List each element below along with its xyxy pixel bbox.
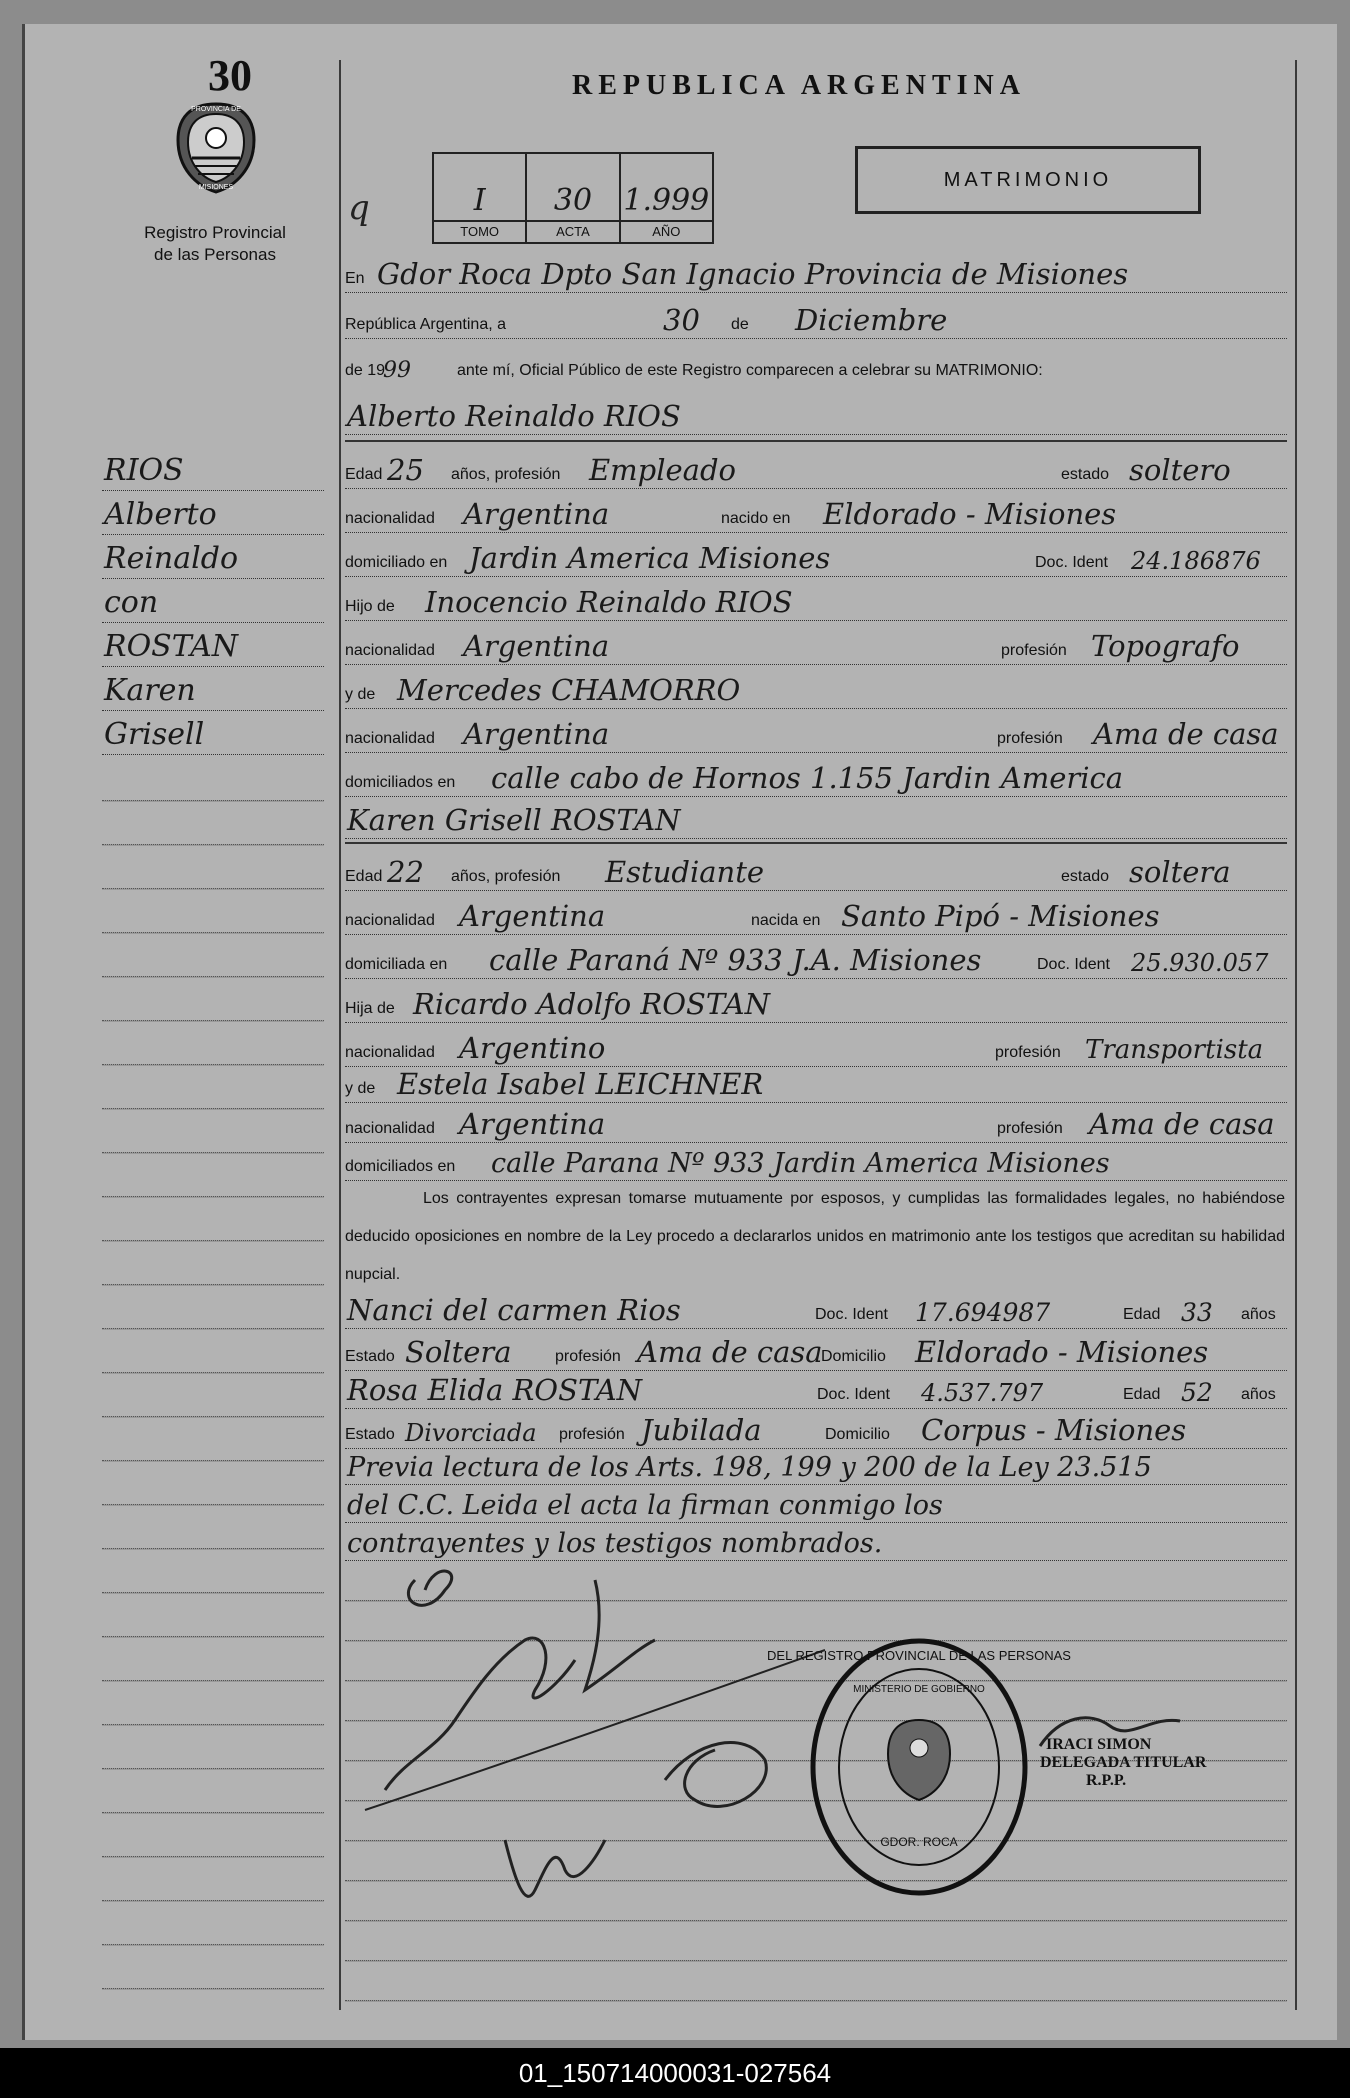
year-value: 99 [383,358,411,383]
tomo-label: TOMO [434,220,525,242]
bride-domicilio: calle Paraná Nº 933 J.A. Misiones [489,943,982,977]
bride-divider [345,842,1287,844]
groom-estado-label: estado [1061,466,1110,483]
margin-blank-line [102,888,324,890]
acta-label: ACTA [527,220,618,242]
closing-text-1: Previa lectura de los Arts. 198, 199 y 200 de la Ley 23.515 [347,1452,1152,1483]
bride-padres-dom-label: domiciliados en [345,1158,456,1175]
signatures-icon [365,1540,825,1930]
margin-blank-line [102,1240,324,1242]
bride-padre-nac-label: nacionalidad [345,1044,435,1061]
closing-text-2: del C.C. Leida el acta la firman conmigo los [347,1490,943,1521]
groom-edad-row [345,450,1287,489]
bride-dom-label: domiciliada en [345,956,448,973]
bride-profesion: Estudiante [605,855,765,889]
day-value: 30 [663,303,700,337]
margin-blank-line [102,844,324,846]
groom-padre: Inocencio Reinaldo RIOS [425,585,793,619]
groom-doc-label: Doc. Ident [1035,554,1108,571]
declaration-text [345,1180,1285,1294]
en-label: En [345,270,365,287]
bride-padre-label: Hija de [345,1000,395,1017]
acta-value: 30 [553,183,593,218]
republica-label: República Argentina, a [345,316,506,333]
witness-1-dom: Eldorado - Misiones [915,1335,1209,1369]
record-type-box: MATRIMONIO [855,146,1201,214]
witness-2-estado-label: Estado [345,1426,395,1443]
bride-madre: Estela Isabel LEICHNER [397,1067,764,1101]
witness-1-estado: Soltera [405,1335,512,1369]
margin-blank-line [102,1372,324,1374]
seal-bottom-text: GDOR. ROCA [880,1835,958,1849]
groom-edad-label: Edad [345,466,383,483]
closing-text-3: contrayentes y los testigos nombrados. [347,1528,883,1559]
groom-nacionalidad: Argentina [463,497,610,531]
officer-name: IRACI SIMON [1046,1736,1152,1753]
witness-1-edad-label: Edad [1123,1306,1161,1323]
groom-anos-label: años, profesión [451,466,561,483]
witness-2-prof: Jubilada [641,1413,762,1447]
groom-name-row [345,396,1287,435]
witness-1-prof: Ama de casa [637,1335,823,1369]
groom-name: Alberto Reinaldo RIOS [347,399,681,433]
year-prefix: de 19 [345,362,386,379]
margin-name-1: RIOS [102,448,324,491]
groom-madre-nac-label: nacionalidad [345,730,435,747]
bride-estado: soltera [1129,855,1231,889]
bride-name-row [345,800,1287,839]
groom-padre-prof: Topografo [1091,629,1240,663]
margin-mark: q [348,188,370,228]
margin-blank-line [102,1328,324,1330]
witness-2-doc-label: Doc. Ident [817,1386,890,1403]
date-row [345,300,1287,339]
seal-inner-text: MINISTERIO DE GOBIERNO [853,1684,985,1695]
groom-padre-row [345,582,1287,621]
groom-padre-prof-label: profesión [1001,642,1067,659]
witness-1-edad: 33 [1181,1298,1213,1327]
groom-padre-label: Hijo de [345,598,395,615]
witness-1-prof-label: profesión [555,1348,621,1365]
groom-madre: Mercedes CHAMORRO [397,673,741,707]
bride-madre-row [345,1064,1287,1103]
groom-padres-dom: calle cabo de Hornos 1.155 Jardin America [491,761,1124,795]
witness-2-estado-row [345,1410,1287,1449]
registry-seal-icon [767,1636,1071,1898]
groom-madre-nac: Argentina [463,717,610,751]
margin-name-4: con [102,580,324,623]
province-emblem-icon [172,100,260,196]
registry-label [130,222,300,266]
witness-2-edad-label: Edad [1123,1386,1161,1403]
groom-dom-row [345,538,1287,577]
officer-signature [1040,1736,1206,1790]
seal-text: DEL REGISTRO PROVINCIAL DE LAS PERSONAS [767,1648,1071,1663]
bride-edad-label: Edad [345,868,383,885]
witness-2-anos-label: años [1241,1386,1276,1403]
margin-blank-line [102,1636,324,1638]
margin-name-7: Grisell [102,712,324,755]
bride-anos-label: años, profesión [451,868,561,885]
place-row [345,254,1287,293]
bride-padre-row [345,984,1287,1023]
groom-estado: soltero [1129,453,1231,487]
intro-text: ante mí, Oficial Público de este Registro comparecen a celebrar su MATRIMONIO: [457,362,1043,379]
witness-2-dom: Corpus - Misiones [921,1413,1187,1447]
witness-2-name-row [345,1370,1287,1409]
margin-blank-line [102,1900,324,1902]
bride-padre: Ricardo Adolfo ROSTAN [413,987,770,1021]
margin-blank-line [102,1944,324,1946]
bride-name: Karen Grisell ROSTAN [347,803,681,837]
margin-blank-line [102,976,324,978]
groom-nacido-label: nacido en [721,510,791,527]
bride-madre-prof-label: profesión [997,1120,1063,1137]
bride-padre-prof-label: profesión [995,1044,1061,1061]
column-rule-right [1295,60,1297,2010]
witness-2-edad: 52 [1181,1378,1213,1407]
groom-nac-label: nacionalidad [345,510,435,527]
ano-value: 1.999 [623,183,710,218]
groom-madre-label: y de [345,686,376,703]
groom-divider [345,440,1287,442]
bride-nacida-label: nacida en [751,912,821,929]
month-value: Diciembre [795,303,948,337]
bride-padres-dom: calle Parana Nº 933 Jardin America Misiones [491,1148,1110,1179]
closing-line-1 [345,1446,1287,1485]
closing-line-2 [345,1484,1287,1523]
column-rule-left [339,60,341,2010]
witness-1-name-row [345,1290,1287,1329]
margin-name-5: ROSTAN [102,624,324,667]
margin-blank-line [102,932,324,934]
bride-nacionalidad: Argentina [459,899,606,933]
bride-nac-row [345,896,1287,935]
witness-1-name: Nanci del carmen Rios [347,1293,681,1327]
bride-estado-label: estado [1061,868,1110,885]
witness-1-estado-row [345,1332,1287,1371]
bride-edad: 22 [387,855,424,889]
margin-blank-line [102,1548,324,1550]
witness-1-doc: 17.694987 [915,1298,1051,1327]
emblem-text-bottom: MISIONES [198,184,234,191]
officer-title: DELEGADA TITULAR [1040,1754,1207,1771]
margin-blank-line [102,1064,324,1066]
witness-2-doc: 4.537.797 [921,1379,1044,1407]
groom-madre-nac-row [345,714,1287,753]
bride-madre-nac-label: nacionalidad [345,1120,435,1137]
witness-1-doc-label: Doc. Ident [815,1306,888,1323]
margin-blank-line [102,1988,324,1990]
groom-profesion: Empleado [589,453,736,487]
officer-signature-scribble-icon [1030,1706,1190,1756]
witness-2-prof-label: profesión [559,1426,625,1443]
groom-padres-dom-row [345,758,1287,797]
record-number-box [432,152,714,244]
de-label: de [731,316,749,333]
bride-dom-row [345,940,1287,979]
blank-line [345,1960,1287,1962]
bride-padre-nac-row [345,1028,1287,1067]
margin-name-3: Reinaldo [102,536,324,579]
registry-line-1: Registro Provincial [144,223,286,242]
bride-padre-prof: Transportista [1085,1035,1264,1065]
groom-padre-nac-row [345,626,1287,665]
bride-padre-nac: Argentino [459,1031,606,1065]
bride-nacida: Santo Pipó - Misiones [841,899,1160,933]
bride-doc-label: Doc. Ident [1037,956,1110,973]
acta-cell [527,154,620,242]
emblem-text-top: PROVINCIA DE [191,106,241,113]
witness-1-anos-label: años [1241,1306,1276,1323]
place-value: Gdor Roca Dpto San Ignacio Provincia de Misiones [377,257,1129,291]
groom-edad: 25 [387,453,424,487]
blank-line [345,2000,1287,2002]
margin-blank-line [102,1768,324,1770]
year-row [345,346,1287,384]
margin-blank-line [102,1284,324,1286]
groom-nacido: Eldorado - Misiones [823,497,1117,531]
groom-padres-dom-label: domiciliados en [345,774,456,791]
margin-blank-line [102,1856,324,1858]
margin-blank-line [102,1196,324,1198]
page-number: 30 [208,51,252,100]
page-title: REPUBLICA ARGENTINA [572,70,1026,101]
margin-blank-line [102,1460,324,1462]
groom-domicilio: Jardin America Misiones [469,541,831,575]
groom-nac-row [345,494,1287,533]
registry-line-2: de las Personas [154,245,276,264]
groom-madre-prof-label: profesión [997,730,1063,747]
witness-2-name: Rosa Elida ROSTAN [347,1373,643,1407]
margin-blank-line [102,1724,324,1726]
margin-blank-line [102,1812,324,1814]
margin-blank-line [102,800,324,802]
declaration-body: Los contrayentes expresan tomarse mutuamente por esposos, y cumplidas las formalidades legales, no habiéndose deducido oposiciones en nombre de la Ley procedo a declararlos unidos en matrimonio ante los testigos que acreditan su habilidad nupcial. [345,1190,1285,1283]
witness-2-estado: Divorciada [405,1419,537,1447]
bride-madre-label: y de [345,1080,376,1097]
groom-madre-row [345,670,1287,709]
margin-blank-line [102,1504,324,1506]
groom-padre-nac-label: nacionalidad [345,642,435,659]
bride-edad-row [345,852,1287,891]
witness-1-estado-label: Estado [345,1348,395,1365]
margin-name-6: Karen [102,668,324,711]
tomo-value: I [473,183,486,218]
officer-org: R.P.P. [1086,1772,1127,1789]
ano-label: AÑO [621,220,712,242]
margin-blank-line [102,1592,324,1594]
margin-blank-line [102,1152,324,1154]
bride-nac-label: nacionalidad [345,912,435,929]
bride-padres-dom-row [345,1142,1287,1181]
ano-cell [621,154,712,242]
margin-blank-line [102,1680,324,1682]
groom-padre-nac: Argentina [463,629,610,663]
bride-doc: 25.930.057 [1131,949,1269,977]
bride-madre-nac: Argentina [459,1107,606,1141]
margin-blank-line [102,1108,324,1110]
bride-madre-nac-row [345,1104,1287,1143]
witness-1-dom-label: Domicilio [821,1348,886,1365]
margin-name-2: Alberto [102,492,324,535]
tomo-cell [434,154,527,242]
margin-blank-line [102,1416,324,1418]
margin-blank-line [102,1020,324,1022]
witness-2-dom-label: Domicilio [825,1426,890,1443]
groom-doc: 24.186876 [1131,547,1261,575]
footer-id: 01_150714000031-027564 [0,2048,1350,2098]
groom-madre-prof: Ama de casa [1093,717,1279,751]
groom-dom-label: domiciliado en [345,554,448,571]
bride-madre-prof: Ama de casa [1089,1107,1275,1141]
